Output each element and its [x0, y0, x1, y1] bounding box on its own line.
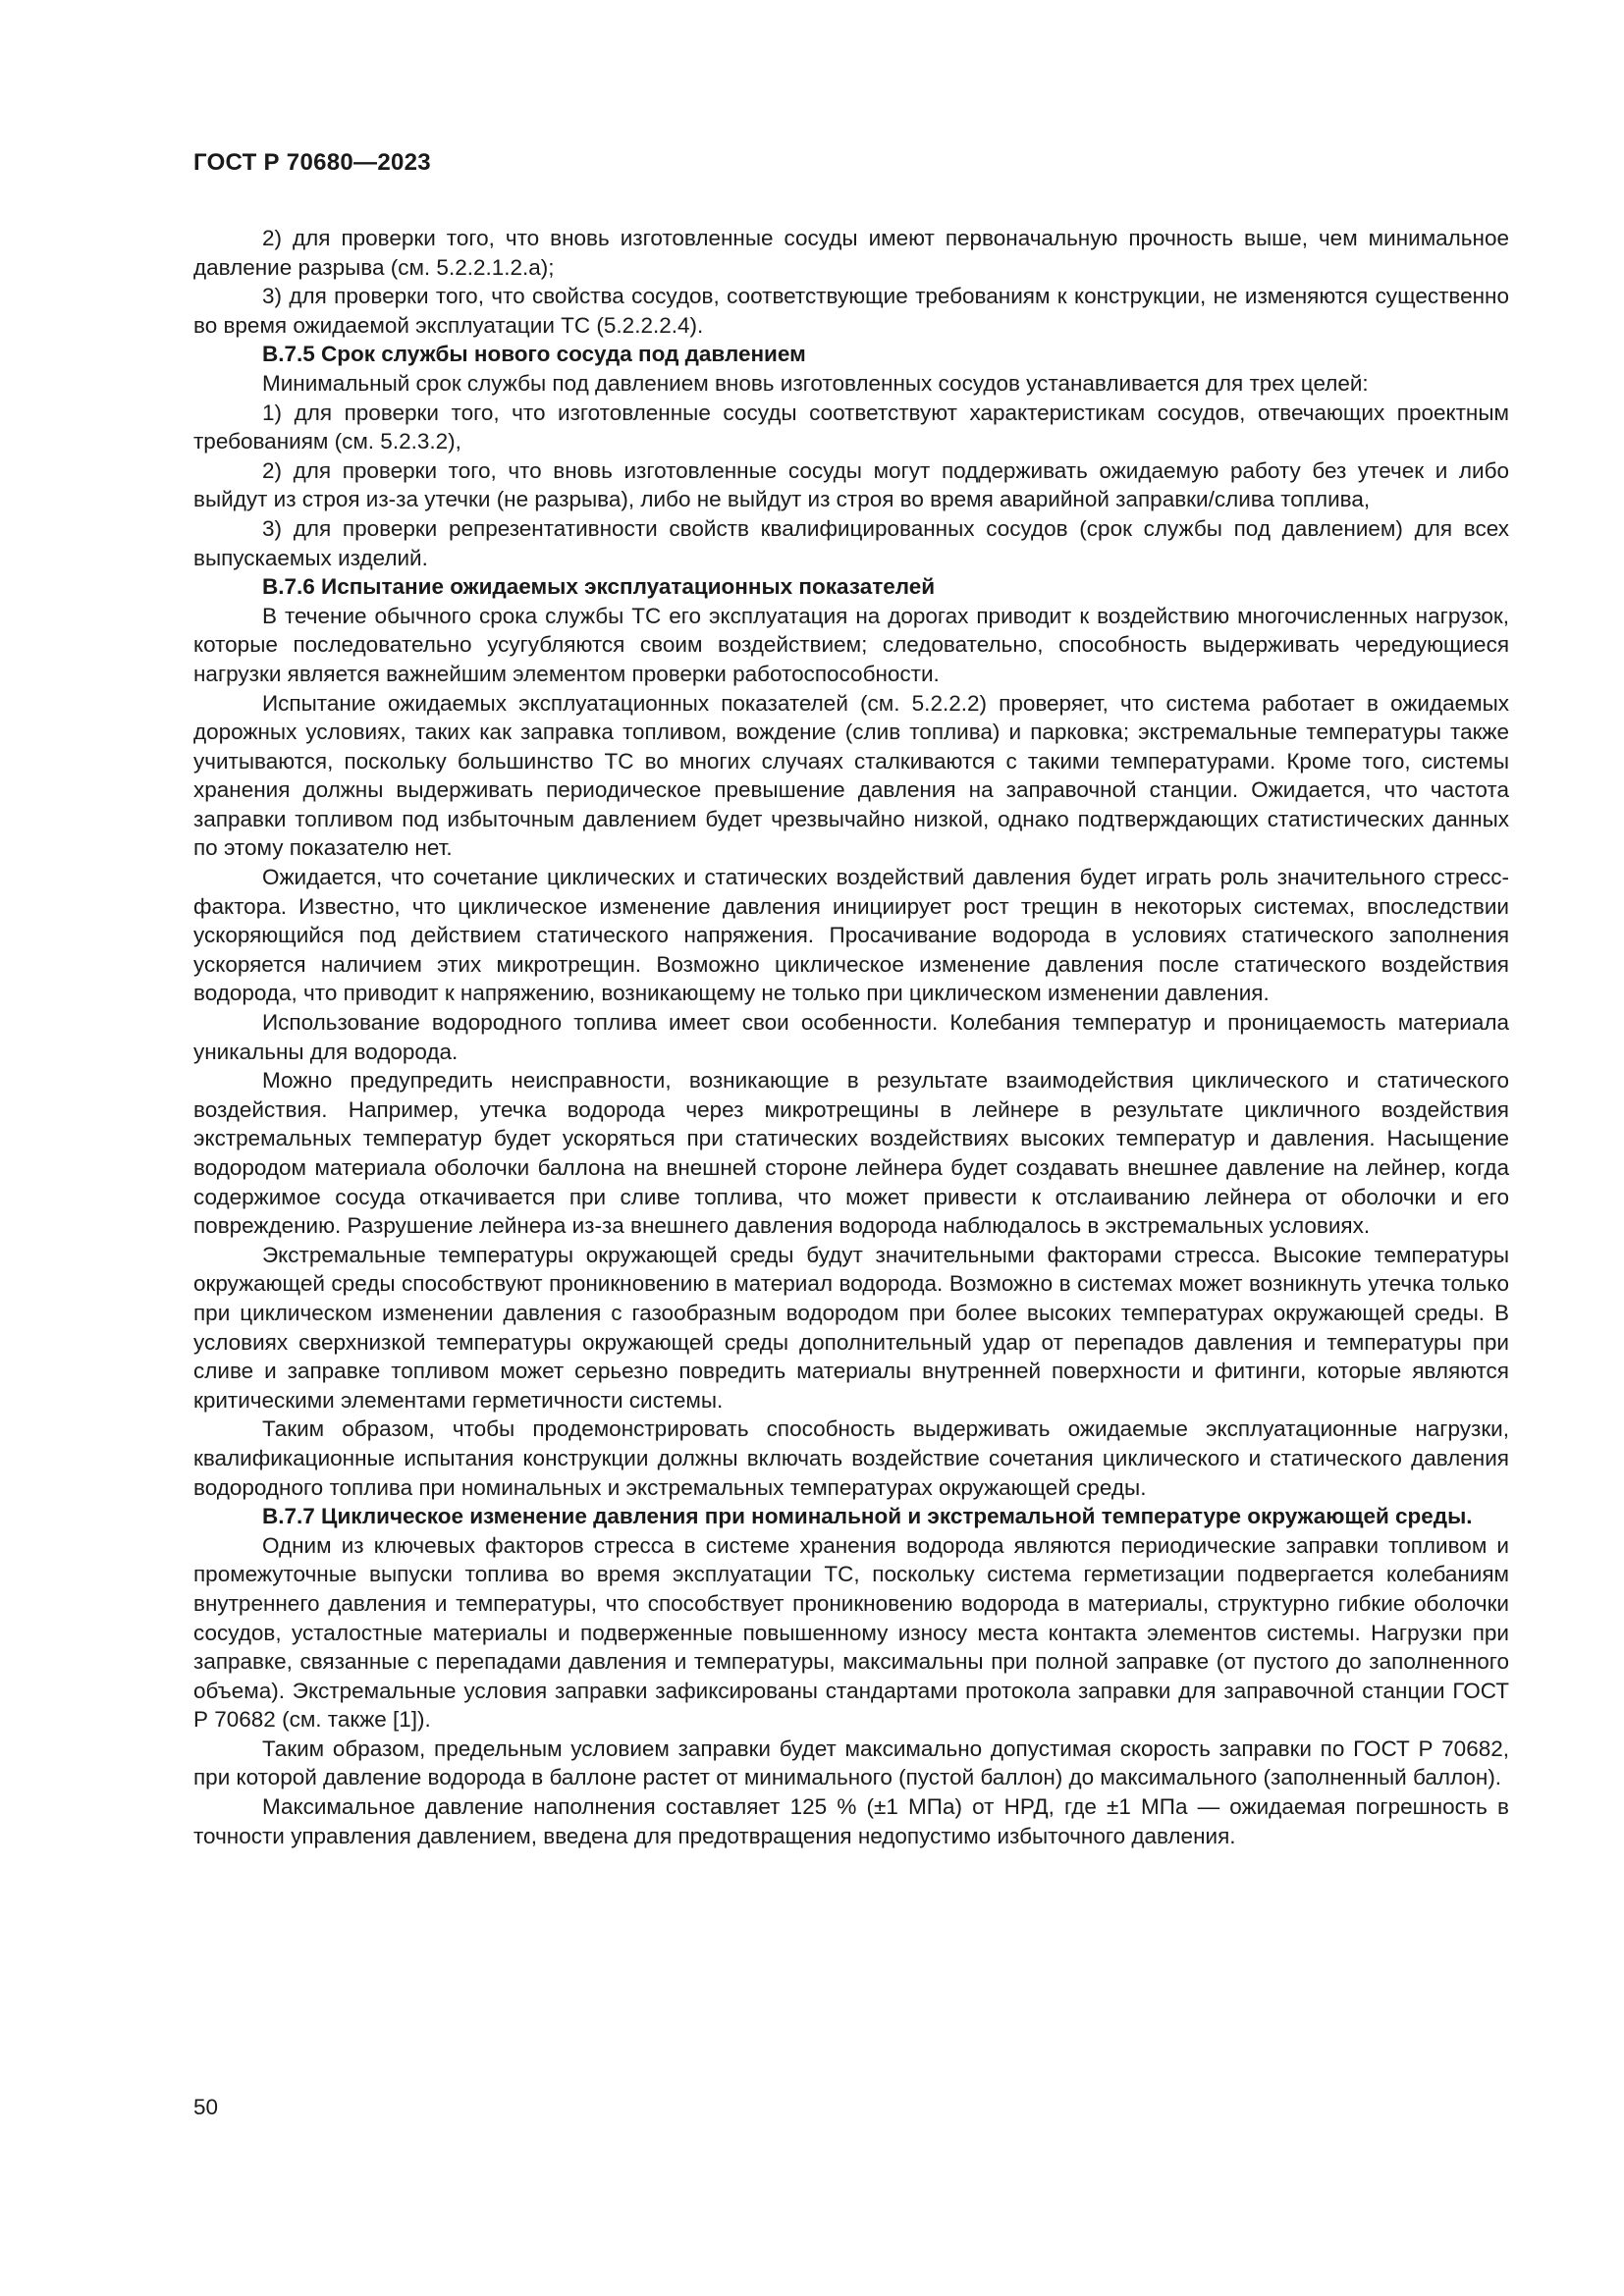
paragraph: Экстремальные температуры окружающей среды будут значительными факторами стресса. Высокие температуры окружающей среды способствуют проникновению в материал водорода. Возможно в системах может возникнуть утечка только при циклическом изменении давления с газообразным водородом при более высоких температурах окружающей среды. В условиях сверхнизкой температуры окружающей среды дополнительный удар от перепадов давления и температуры при сливе и заправке топливом может серьезно повредить материалы внутренней поверхности и фитинги, которые являются критическими элементами герметичности системы. [193, 1242, 1509, 1413]
paragraph: Использование водородного топлива имеет свои особенности. Колебания температур и проницаемость материала уникальны для водорода. [193, 1010, 1509, 1064]
paragraph: 3) для проверки того, что свойства сосудов, соответствующие требованиям к конструкции, не изменяются существенно во время ожидаемой эксплуатации ТС (5.2.2.2.4). [193, 284, 1509, 338]
paragraph: 2) для проверки того, что вновь изготовленные сосуды имеют первоначальную прочность выше, чем минимальное давление разрыва (см. 5.2.2.1.2.а); [193, 226, 1509, 280]
section-heading: B.7.6 Испытание ожидаемых эксплуатационных показателей [262, 574, 936, 600]
document-body [193, 224, 1509, 1850]
paragraph: В течение обычного срока службы ТС его эксплуатация на дорогах приводит к воздействию многочисленных нагрузок, которые последовательно усугубляются своим воздействием; следовательно, способность выдерживать чередующиеся нагрузки является важнейшим элементом проверки работоспособности. [193, 603, 1509, 686]
paragraph: Максимальное давление наполнения составляет 125 % (±1 МПа) от НРД, где ±1 МПа — ожидаемая погрешность в точности управления давлением, введена для предотвращения недопустимо избыточного давления. [193, 1794, 1509, 1848]
section-heading: B.7.5 Срок службы нового сосуда под давлением [262, 342, 806, 367]
paragraph: Ожидается, что сочетание циклических и статических воздействий давления будет играть роль значительного стресс-фактора. Известно, что циклическое изменение давления инициирует рост трещин в некоторых системах, впоследствии ускоряющийся под действием статического напряжения. Просачивание водорода в условиях статического заполнения ускоряется наличием этих микротрещин. Возможно циклическое изменение давления после статического воздействия водорода, что приводит к напряжению, возникающему не только при циклическом изменении давления. [193, 865, 1509, 1006]
paragraph: Можно предупредить неисправности, возникающие в результате взаимодействия циклического и статического воздействия. Например, утечка водорода через микротрещины в лейнере в результате цикличного воздействия экстремальных температур будет ускоряться при статических воздействиях высоких температур и давления. Насыщение водородом материала оболочки баллона на внешней стороне лейнера будет создавать внешнее давление на лейнер, когда содержимое сосуда откачивается при сливе топлива, что может привести к отслаиванию лейнера от оболочки и его повреждению. Разрушение лейнера из-за внешнего давления водорода наблюдалось в экстремальных условиях. [193, 1068, 1509, 1239]
paragraph: Испытание ожидаемых эксплуатационных показателей (см. 5.2.2.2) проверяет, что система работает в ожидаемых дорожных условиях, таких как заправка топливом, вождение (слив топлива) и парковка; экстремальные температуры также учитываются, поскольку большинство ТС во многих случаях сталкиваются с такими температурами. Кроме того, системы хранения должны выдерживать периодическое превышение давления на заправочной станции. Ожидается, что частота заправки топливом под избыточным давлением будет чрезвычайно низкой, однако подтверждающих статистических данных по этому показателю нет. [193, 690, 1509, 861]
paragraph: Таким образом, предельным условием заправки будет максимально допустимая скорость заправки по ГОСТ Р 70682, при которой давление водорода в баллоне растет от минимального (пустой баллон) до максимального (заполненный баллон). [193, 1735, 1509, 1790]
page-number: 50 [193, 2095, 219, 2119]
paragraph: 2) для проверки того, что вновь изготовленные сосуды могут поддерживать ожидаемую работу без утечек и либо выйдут из строя из-за утечки (не разрыва), либо не выйдут из строя во время аварийной заправки/слива топлива, [193, 457, 1509, 512]
paragraph: Одним из ключевых факторов стресса в системе хранения водорода являются периодические заправки топливом и промежуточные выпуски топлива во время эксплуатации ТС, поскольку система герметизации подвергается колебаниям внутреннего давления и температуры, что способствует проникновению водорода в материалы, структурно гибкие оболочки сосудов, усталостные материалы и подверженные повышенному износу места контакта элементов системы. Нагрузки при заправке, связанные с перепадами давления и температуры, максимальны при полной заправке (от пустого до заполненного объема). Экстремальные условия заправки зафиксированы стандартами протокола заправки для заправочной станции ГОСТ Р 70682 (см. также [1]). [193, 1532, 1509, 1733]
document-header: ГОСТ Р 70680—2023 [193, 149, 431, 176]
paragraph: 3) для проверки репрезентативности свойств квалифицированных сосудов (срок службы под давлением) для всех выпускаемых изделий. [193, 515, 1509, 570]
paragraph: Таким образом, чтобы продемонстрировать способность выдерживать ожидаемые эксплуатационные нагрузки, квалификационные испытания конструкции должны включать воздействие сочетания циклического и статического давления водородного топлива при номинальных и экстремальных температурах окружающей среды. [193, 1416, 1509, 1500]
paragraph: Минимальный срок службы под давлением вновь изготовленных сосудов устанавливается для трех целей: [262, 370, 1369, 396]
section-heading: B.7.7 Циклическое изменение давления при номинальной и экстремальной температуре окружающей среды. [262, 1504, 1473, 1529]
paragraph: 1) для проверки того, что изготовленные сосуды соответствуют характеристикам сосудов, отвечающих проектным требованиям (см. 5.2.3.2), [193, 400, 1509, 454]
